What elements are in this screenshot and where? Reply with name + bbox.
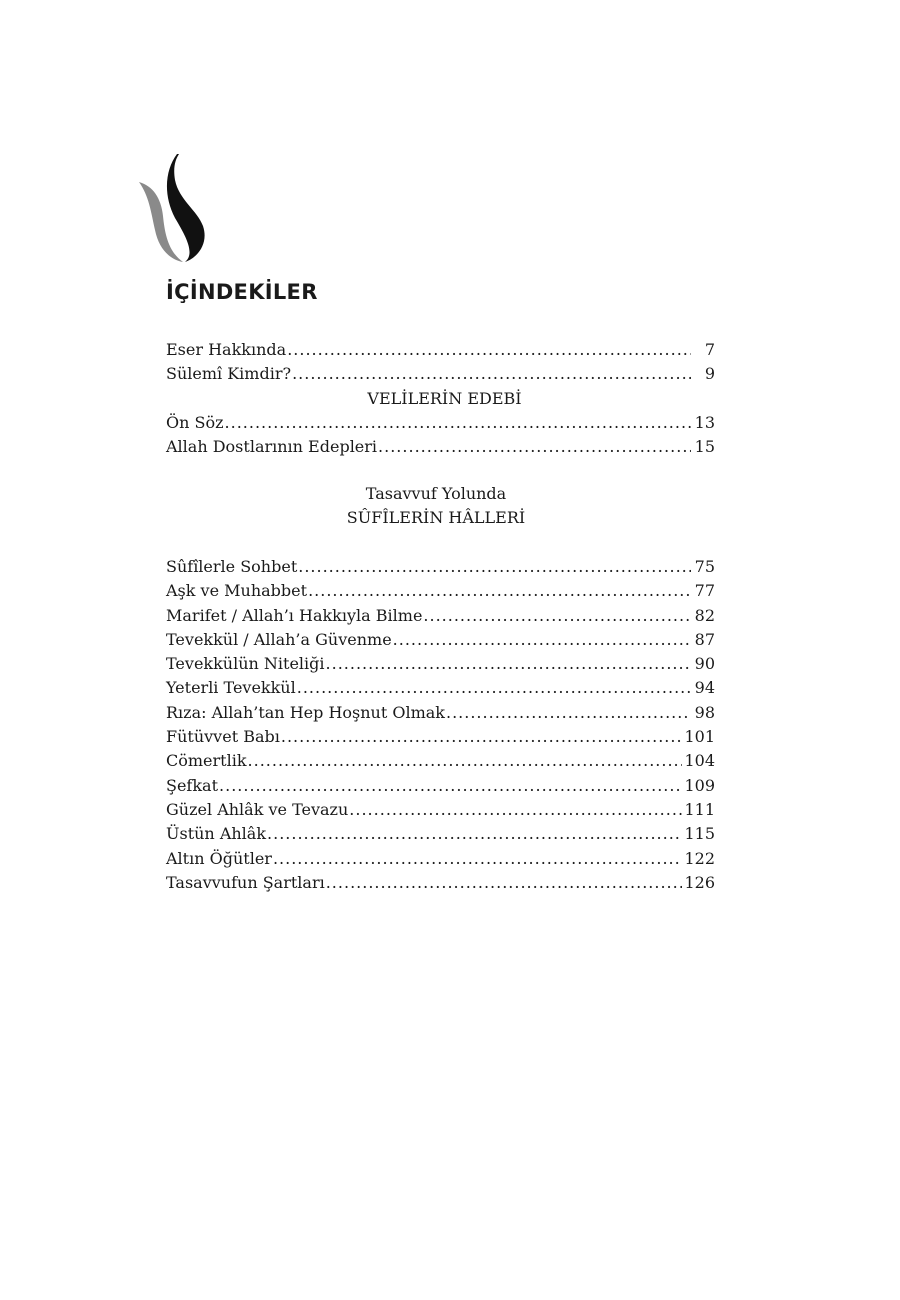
toc-entry-title: Yeterli Tevekkül [166, 678, 296, 698]
toc-entry[interactable] [166, 555, 715, 579]
toc-leader-dots [378, 435, 691, 459]
toc-section-intro [166, 338, 715, 459]
toc-leader-dots [292, 362, 691, 386]
toc-entry-page: 98 [694, 702, 715, 722]
toc-entry-page: 101 [684, 727, 715, 747]
toc-entry-page: 82 [694, 605, 715, 625]
toc-leader-dots [267, 822, 682, 846]
toc-entry[interactable] [166, 676, 715, 700]
toc-entry[interactable] [166, 338, 715, 362]
toc-entry-page: 77 [694, 581, 715, 601]
toc-entry[interactable] [166, 411, 715, 435]
page-title: İÇİNDEKİLER [166, 280, 318, 304]
toc-leader-dots [273, 847, 683, 871]
toc-entry-page: 15 [694, 437, 715, 457]
toc-leader-dots [308, 579, 691, 603]
toc-entry[interactable] [166, 652, 715, 676]
toc-leader-dots [287, 338, 691, 362]
toc-entry-page: 87 [694, 629, 715, 649]
toc-entry[interactable] [166, 579, 715, 603]
toc-entry-title: Tasavvufun Şartları [166, 872, 325, 892]
toc-entry-title: Eser Hakkında [166, 340, 287, 359]
toc-entry-title: Tevekkülün Niteliği [166, 654, 325, 674]
toc-entry-page: 104 [684, 751, 715, 771]
toc-entry-title: Fütüvvet Babı [166, 727, 280, 747]
toc-entry-title: Şefkat [166, 775, 219, 795]
toc-entry[interactable] [166, 725, 715, 749]
toc-entry[interactable] [166, 749, 715, 773]
toc-leader-dots [225, 411, 691, 435]
toc-entry-title: Cömertlik [166, 751, 247, 771]
toc-entry[interactable] [166, 701, 715, 725]
toc-leader-dots [326, 871, 683, 895]
toc-entry-title: Sûfîlerle Sohbet [166, 557, 298, 576]
toc-entry-title: Aşk ve Muhabbet [166, 581, 308, 601]
toc-entry-title: Sülemî Kimdir? [166, 364, 292, 384]
toc-entry-page: 122 [684, 848, 715, 868]
toc-entry[interactable] [166, 871, 715, 895]
toc-entry-page: 90 [694, 654, 715, 674]
toc-entry-page: 13 [694, 412, 715, 432]
toc-entry-title: Marifet / Allah’ı Hakkıyla Bilme [166, 605, 423, 625]
toc-leader-dots [393, 628, 691, 652]
toc-entry-page: 75 [694, 557, 715, 576]
toc-section-sufiler [166, 555, 715, 895]
toc-entry-page: 126 [684, 872, 715, 892]
toc-entry[interactable] [166, 435, 715, 459]
toc-entry-title: Altın Öğütler [166, 848, 272, 868]
calligraphic-stroke-icon [135, 150, 215, 265]
part-subtitle: Tasavvuf Yolunda [365, 484, 507, 503]
toc-entry[interactable] [166, 774, 715, 798]
toc-leader-dots [297, 676, 691, 700]
toc-entry-page: 115 [684, 824, 715, 844]
toc-leader-dots [446, 701, 691, 725]
toc-leader-dots [298, 555, 691, 579]
toc-entry[interactable] [166, 362, 715, 386]
toc-entry-title: Tevekkül / Allah’a Güvenme [166, 629, 392, 649]
part-title: VELİLERİN EDEBİ [367, 388, 522, 408]
toc-entry[interactable] [166, 628, 715, 652]
toc-entry[interactable] [166, 847, 715, 871]
part-title: SÛFÎLERİN HÂLLERİ [346, 508, 526, 528]
toc-entry[interactable] [166, 822, 715, 846]
toc-entry-title: Ön Söz [166, 412, 224, 432]
part-heading-block [166, 482, 706, 531]
toc-leader-dots [219, 774, 682, 798]
toc-leader-dots [349, 798, 682, 822]
toc-leader-dots [326, 652, 691, 676]
toc-entry-page: 7 [704, 340, 715, 359]
toc-entry-page: 9 [704, 364, 715, 384]
toc-leader-dots [281, 725, 683, 749]
toc-entry-page: 111 [684, 799, 715, 819]
toc-leader-dots [423, 604, 691, 628]
toc-entry-title: Allah Dostlarının Edepleri [166, 437, 378, 457]
toc-leader-dots [248, 749, 683, 773]
toc-entry-title: Üstün Ahlâk [166, 824, 267, 844]
toc-entry-title: Rıza: Allah’tan Hep Hoşnut Olmak [166, 702, 445, 722]
toc-entry[interactable] [166, 798, 715, 822]
toc-entry-page: 109 [684, 775, 715, 795]
toc-entry-page: 94 [694, 678, 715, 698]
toc-entry[interactable] [166, 604, 715, 628]
toc-entry-title: Güzel Ahlâk ve Tevazu [166, 799, 349, 819]
